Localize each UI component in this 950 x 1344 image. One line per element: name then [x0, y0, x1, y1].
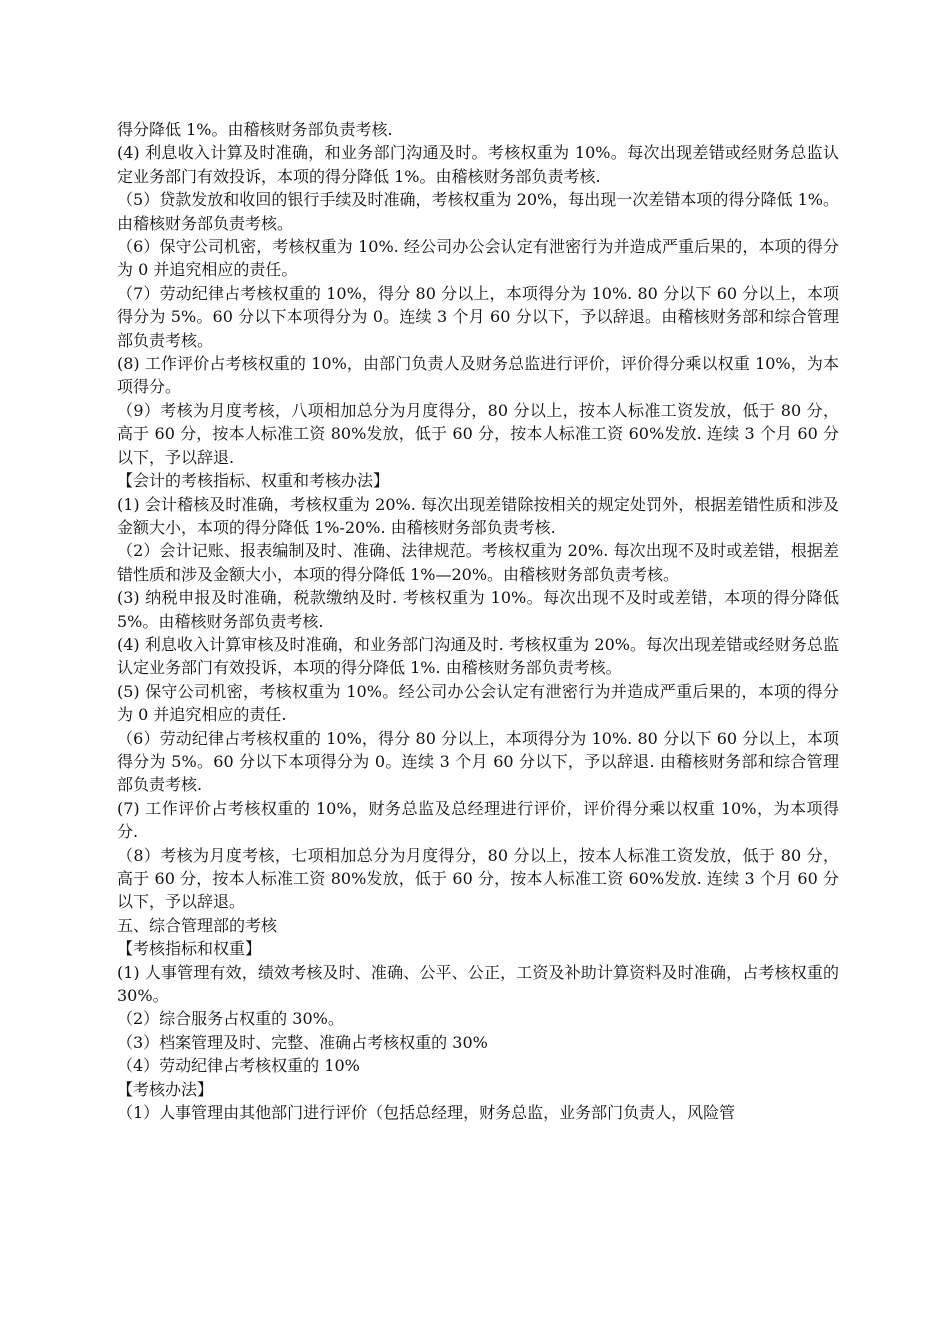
- paragraph-3: （5）贷款发放和收回的银行手续及时准确，考核权重为 20%，每出现一次差错本项的得分降低 1%。由稽核财务部负责考核。: [117, 190, 839, 233]
- paragraph-15: (7) 工作评价占考核权重的 10%，财务总监及总经理进行评价，评价得分乘以权重 10%，为本项得分.: [117, 798, 839, 842]
- paragraph-10: （2）会计记账、报表编制及时、准确、法律规范。考核权重为 20%. 每次出现不及时或差错，根据差错性质和涉及金额大小，本项的得分降低 1%—20%。由稽核财务部负责考核。: [117, 541, 839, 584]
- subheading-indicators: 【考核指标和权重】: [117, 939, 262, 959]
- paragraph-20: （2）综合服务占权重的 30%。: [117, 1009, 344, 1029]
- paragraph-19: (1) 人事管理有效，绩效考核及时、准确、公平、公正，工资及补助计算资料及时准确，占考核权重的 30%。: [117, 962, 839, 1006]
- document-page: [117, 118, 839, 1124]
- paragraph-9: (1) 会计稽核及时准确，考核权重为 20%. 每次出现差错除按相关的规定处罚外，根据差错性质和涉及金额大小，本项的得分降低 1%-20%. 由稽核财务部负责考核.: [117, 494, 839, 537]
- paragraph-6: (8) 工作评价占考核权重的 10%，由部门负责人及财务总监进行评价，评价得分乘以权重 10%，为本项得分。: [117, 354, 839, 397]
- paragraph-21: （3）档案管理及时、完整、准确占考核权重的 30%: [117, 1032, 488, 1052]
- paragraph-12: (4) 利息收入计算审核及时准确，和业务部门沟通及时. 考核权重为 20%。每次出现差错或经财务总监认定业务部门有效投诉，本项的得分降低 1%. 由稽核财务部负责考核。: [117, 634, 839, 678]
- paragraph-24: （1）人事管理由其他部门进行评价（包括总经理，财务总监，业务部门负责人，风险管: [117, 1103, 736, 1123]
- paragraph-2: (4) 利息收入计算及时准确，和业务部门沟通及时。考核权重为 10%。每次出现差错或经财务总监认定业务部门有效投诉，本项的得分降低 1%。由稽核财务部负责考核.: [117, 143, 839, 186]
- paragraph-14: （6）劳动纪律占考核权重的 10%，得分 80 分以上，本项得分为 10%. 80 分以下 60 分以上，本项得分为 5%。60 分以下本项得分为 0。连续 3 个月 60 分以下，予以辞退. 由稽核财务部和综合管理部负责考核.: [117, 728, 839, 795]
- paragraph-1: 得分降低 1%。由稽核财务部负责考核.: [117, 120, 393, 139]
- subheading-methods: 【考核办法】: [117, 1079, 214, 1099]
- paragraph-22: （4）劳动纪律占考核权重的 10%: [117, 1056, 360, 1076]
- paragraph-7: （9）考核为月度考核，八项相加总分为月度得分，80 分以上，按本人标准工资发放，低于 80 分，高于 60 分，按本人标准工资 80%发放，低于 60 分，按本人标准工资 60%发放. 连续 3 个月 60 分以下，予以辞退.: [117, 400, 839, 467]
- section-heading-admin: 五、综合管理部的考核: [117, 915, 278, 935]
- paragraph-4: （6）保守公司机密，考核权重为 10%. 经公司办公会认定有泄密行为并造成严重后果的，本项的得分为 0 并追究相应的责任。: [117, 237, 839, 280]
- paragraph-13: (5) 保守公司机密，考核权重为 10%。经公司办公会认定有泄密行为并造成严重后果的，本项的得分为 0 并追究相应的责任.: [117, 681, 839, 725]
- paragraph-16: （8）考核为月度考核，七项相加总分为月度得分，80 分以上，按本人标准工资发放，低于 80 分，高于 60 分，按本人标准工资 80%发放，低于 60 分，按本人标准工资 60%发放. 连续 3 个月 60 分以下，予以辞退。: [117, 845, 839, 912]
- section-heading-accountant: 【会计的考核指标、权重和考核办法】: [117, 471, 390, 491]
- paragraph-11: (3) 纳税申报及时准确，税款缴纳及时. 考核权重为 10%。每次出现不及时或差错，本项的得分降低 5%。由稽核财务部负责考核.: [117, 588, 839, 631]
- paragraph-5: （7）劳动纪律占考核权重的 10%，得分 80 分以上，本项得分为 10%. 80 分以下 60 分以上，本项得分为 5%。60 分以下本项得分为 0。连续 3 个月 60 分以下，予以辞退。由稽核财务部和综合管理部负责考核。: [117, 283, 839, 350]
